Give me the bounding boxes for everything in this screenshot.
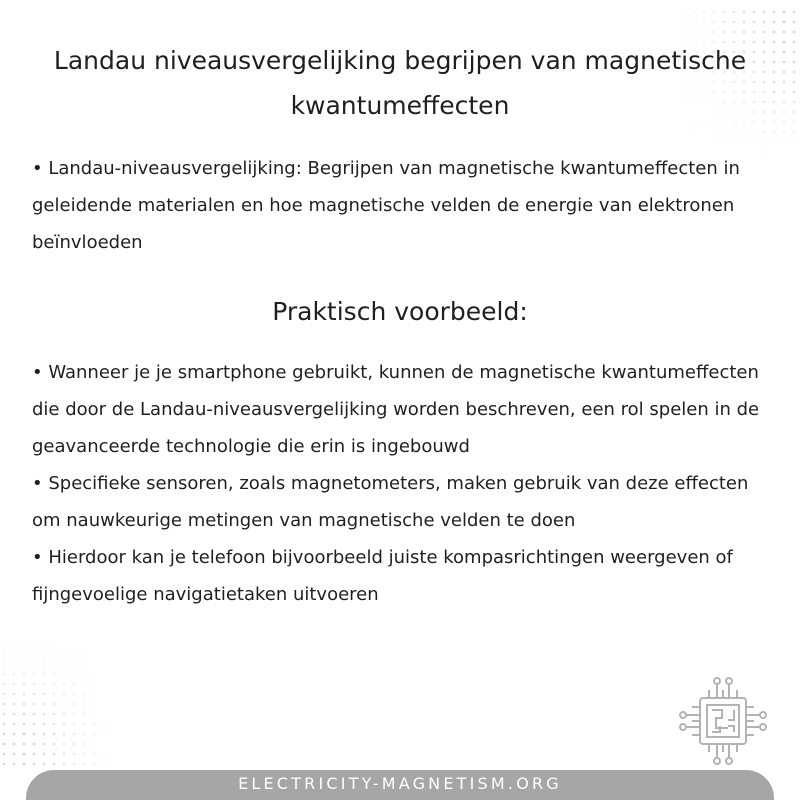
dot (83, 673, 86, 676)
dot (13, 683, 16, 686)
dot (43, 673, 46, 676)
dot (73, 693, 76, 696)
dot (793, 11, 796, 14)
dot (753, 31, 756, 34)
dot (3, 683, 6, 686)
dot (63, 713, 66, 716)
dot (43, 663, 46, 666)
dot (63, 663, 66, 666)
dot (63, 743, 66, 746)
dot (793, 141, 796, 144)
dot (733, 11, 736, 14)
dot (763, 11, 766, 14)
dot (693, 11, 696, 14)
dot (83, 713, 86, 716)
dot (743, 131, 746, 134)
dot (83, 733, 86, 736)
example-item: • Hierdoor kan je telefoon bijvoorbeeld juiste kompasrichtingen weergeven of fijngevoelige navigatietaken uitvoeren (32, 547, 733, 605)
example-item: • Wanneer je je smartphone gebruikt, kunnen de magnetische kwantumeffecten die door de Landau-niveausvergelijking worden beschreven, een rol spelen in de geavanceerde technologie die erin is ingebouwd (32, 362, 760, 457)
dot (763, 21, 766, 24)
dot (773, 151, 776, 154)
dot (793, 21, 796, 24)
dot (783, 71, 786, 74)
dot (53, 723, 56, 726)
example-heading: Praktisch voorbeeld: (272, 297, 528, 326)
circuit-chip-icon (676, 674, 770, 768)
dot (793, 91, 796, 94)
dot (13, 733, 16, 736)
dot (63, 673, 66, 676)
dot (23, 713, 26, 716)
dot (683, 11, 686, 14)
dot (63, 653, 66, 656)
dot (793, 111, 796, 114)
dot (693, 131, 696, 134)
dot (13, 723, 16, 726)
dot (13, 763, 16, 766)
dot (63, 683, 66, 686)
dot (713, 11, 716, 14)
dot (683, 31, 686, 34)
dot (713, 31, 716, 34)
dot (773, 141, 776, 144)
dot (773, 21, 776, 24)
dot (93, 743, 96, 746)
dot (713, 131, 716, 134)
dot (783, 21, 786, 24)
dot (793, 121, 796, 124)
dot (43, 723, 46, 726)
dot (63, 693, 66, 696)
dot (793, 131, 796, 134)
dot (63, 763, 66, 766)
dot (23, 723, 26, 726)
intro-paragraph: • Landau-niveausvergelijking: Begrijpen van magnetische kwantumeffecten in geleidende materialen en hoe magnetische velden de energie van elektronen beïnvloeden (32, 158, 740, 253)
dot (73, 653, 76, 656)
dot (33, 723, 36, 726)
dot (763, 31, 766, 34)
dot (43, 743, 46, 746)
dot (63, 723, 66, 726)
dot (793, 101, 796, 104)
dot (33, 663, 36, 666)
dot (103, 753, 106, 756)
dot (33, 743, 36, 746)
dot (3, 723, 6, 726)
dot (53, 653, 56, 656)
dot (693, 21, 696, 24)
dot (73, 663, 76, 666)
dot (753, 131, 756, 134)
dot (23, 683, 26, 686)
dot (83, 693, 86, 696)
dot (103, 743, 106, 746)
dot (93, 763, 96, 766)
dot (703, 31, 706, 34)
dot (743, 11, 746, 14)
dot (3, 743, 6, 746)
dot (103, 683, 106, 686)
dot (13, 703, 16, 706)
dot (723, 31, 726, 34)
dot (793, 151, 796, 154)
dot (83, 753, 86, 756)
dot (103, 763, 106, 766)
dot (53, 713, 56, 716)
dot (13, 653, 16, 656)
dot (783, 121, 786, 124)
dot (103, 723, 106, 726)
dot (3, 703, 6, 706)
dot (43, 753, 46, 756)
dot (53, 703, 56, 706)
dot (73, 733, 76, 736)
dot (783, 111, 786, 114)
dot (753, 21, 756, 24)
dot (33, 713, 36, 716)
dot (783, 51, 786, 54)
dot (783, 151, 786, 154)
dot (43, 643, 46, 646)
dot (83, 683, 86, 686)
dot (13, 743, 16, 746)
dot (33, 673, 36, 676)
dot (53, 683, 56, 686)
dot (93, 693, 96, 696)
dot (793, 31, 796, 34)
dot (43, 693, 46, 696)
dot (793, 61, 796, 64)
dot (43, 763, 46, 766)
dot (793, 41, 796, 44)
dot (703, 21, 706, 24)
dot (93, 753, 96, 756)
dot (773, 11, 776, 14)
dot (83, 743, 86, 746)
dot (23, 753, 26, 756)
dot (83, 703, 86, 706)
dot (33, 753, 36, 756)
dot (93, 663, 96, 666)
dot (713, 141, 716, 144)
dot (733, 131, 736, 134)
dot-pattern-bottom-left (0, 630, 110, 770)
dot (83, 653, 86, 656)
dot (3, 673, 6, 676)
dot (23, 763, 26, 766)
dot (3, 713, 6, 716)
dot (783, 131, 786, 134)
dot (23, 733, 26, 736)
dot (703, 11, 706, 14)
dot (773, 131, 776, 134)
dot (73, 683, 76, 686)
example-item: • Specifieke sensoren, zoals magnetometers, maken gebruik van deze effecten om nauwkeurige metingen van magnetische velden te doen (32, 473, 749, 531)
dot (73, 753, 76, 756)
dot (33, 683, 36, 686)
dot (3, 763, 6, 766)
dot (43, 703, 46, 706)
dot (13, 643, 16, 646)
dot (43, 683, 46, 686)
dot (13, 693, 16, 696)
dot (33, 653, 36, 656)
page-title: Landau niveausvergelijking begrijpen van magnetische kwantumeffecten (53, 46, 747, 120)
dot (783, 141, 786, 144)
dot (103, 733, 106, 736)
dot (13, 673, 16, 676)
dot (63, 733, 66, 736)
dot (73, 673, 76, 676)
dot (103, 713, 106, 716)
dot (3, 653, 6, 656)
dot (33, 733, 36, 736)
dot (13, 713, 16, 716)
dot (753, 11, 756, 14)
dot (93, 723, 96, 726)
dot (53, 663, 56, 666)
dot (763, 141, 766, 144)
dot (3, 663, 6, 666)
dot (783, 81, 786, 84)
dot (723, 141, 726, 144)
dot (3, 733, 6, 736)
dot (33, 703, 36, 706)
dot (83, 723, 86, 726)
dot (723, 131, 726, 134)
dot (783, 41, 786, 44)
dot (93, 713, 96, 716)
dot (13, 753, 16, 756)
dot (23, 743, 26, 746)
dot (723, 11, 726, 14)
dot (53, 763, 56, 766)
dot (773, 31, 776, 34)
dot (53, 643, 56, 646)
dot (73, 763, 76, 766)
dot (23, 673, 26, 676)
dot (703, 131, 706, 134)
dot (93, 683, 96, 686)
dot (43, 653, 46, 656)
dot (783, 101, 786, 104)
dot (83, 663, 86, 666)
dot (693, 31, 696, 34)
dot (53, 673, 56, 676)
dot (33, 693, 36, 696)
dot (753, 141, 756, 144)
dot (53, 733, 56, 736)
dot (63, 753, 66, 756)
dot (3, 643, 6, 646)
dot (703, 141, 706, 144)
dot (733, 21, 736, 24)
dot (783, 31, 786, 34)
dot (783, 11, 786, 14)
dot (103, 693, 106, 696)
dot (733, 141, 736, 144)
dot (23, 663, 26, 666)
dot (23, 653, 26, 656)
dot (3, 693, 6, 696)
dot (783, 91, 786, 94)
dot (713, 21, 716, 24)
dot (763, 131, 766, 134)
dot (683, 21, 686, 24)
dot (733, 31, 736, 34)
dot (743, 141, 746, 144)
example-list (32, 354, 772, 613)
dot (783, 61, 786, 64)
dot (793, 51, 796, 54)
dot (93, 703, 96, 706)
dot (43, 733, 46, 736)
dot (93, 733, 96, 736)
dot (53, 693, 56, 696)
dot (23, 703, 26, 706)
dot (3, 753, 6, 756)
dot (793, 81, 796, 84)
dot (93, 673, 96, 676)
dot (33, 763, 36, 766)
dot (23, 643, 26, 646)
dot (73, 743, 76, 746)
dot (723, 21, 726, 24)
dot (73, 723, 76, 726)
dot (63, 643, 66, 646)
dot (743, 31, 746, 34)
dot (53, 743, 56, 746)
dot (53, 753, 56, 756)
dot (63, 703, 66, 706)
dot (743, 21, 746, 24)
dot (793, 71, 796, 74)
dot (33, 643, 36, 646)
dot (13, 663, 16, 666)
dot (103, 703, 106, 706)
dot (83, 763, 86, 766)
dot (23, 693, 26, 696)
dot (73, 713, 76, 716)
dot (43, 713, 46, 716)
footer-site-name: ELECTRICITY-MAGNETISM.ORG (238, 774, 562, 793)
dot (73, 703, 76, 706)
